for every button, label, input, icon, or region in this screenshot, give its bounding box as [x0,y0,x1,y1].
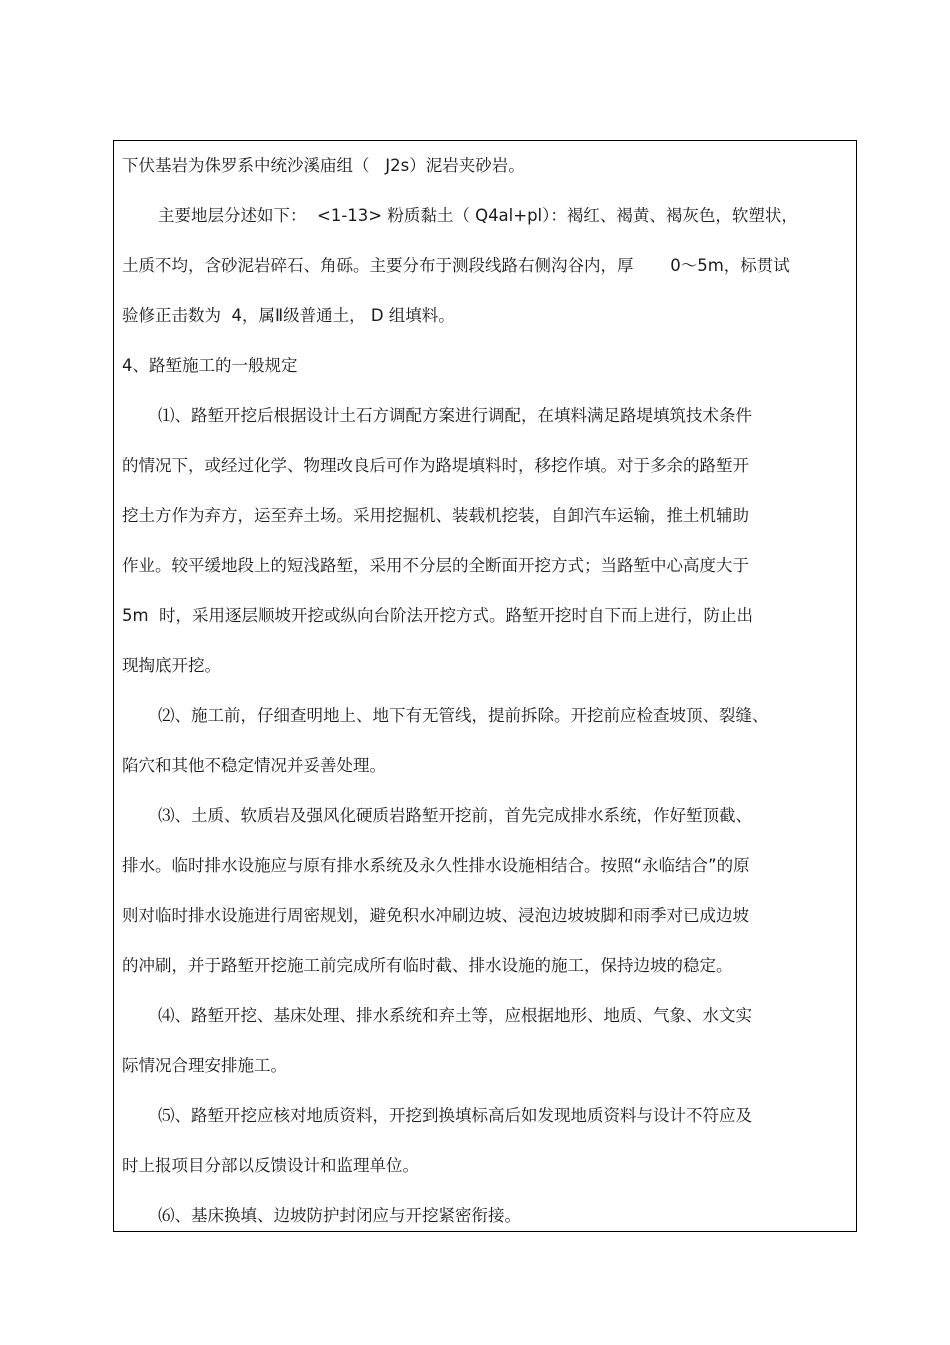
text-line: 作业。较平缓地段上的短浅路堑，采用不分层的全断面开挖方式；当路堑中心高度大于 [122,556,749,575]
text-line: 主要地层分述如下： <1-13> 粉质黏土（ Q4al+pl）：褐红、褐黄、褐灰色，软塑状， [158,206,798,225]
text-line: ⑹、基床换填、边坡防护封闭应与开挖紧密衔接。 [158,1206,521,1225]
text-line: 现掏底开挖。 [122,656,221,675]
text-line: ⑴、路堑开挖后根据设计土石方调配方案进行调配，在填料满足路堤填筑技术条件 [158,406,752,425]
text-line: 则对临时排水设施进行周密规划，避免积水冲刷边坡、浸泡边坡坡脚和雨季对已成边坡 [122,906,749,925]
text-line: 时上报项目分部以反馈设计和监理单位。 [122,1156,419,1175]
text-line: 的情况下，或经过化学、物理改良后可作为路堤填料时，移挖作填。对于多余的路堑开 [122,456,749,475]
text-line: 5m 时，采用逐层顺坡开挖或纵向台阶法开挖方式。路堑开挖时自下而上进行，防止出 [122,606,754,625]
text-line: 的冲刷，并于路堑开挖施工前完成所有临时截、排水设施的施工，保持边坡的稳定。 [122,956,733,975]
text-line: 排水。临时排水设施应与原有排水系统及永久性排水设施相结合。按照“永临结合”的原 [122,856,750,875]
text-line: ⑸、路堑开挖应核对地质资料，开挖到换填标高后如发现地质资料与设计不符应及 [158,1106,752,1125]
text-line: 陷穴和其他不稳定情况并妥善处理。 [122,756,386,775]
section-heading: 4、路堑施工的一般规定 [122,356,298,375]
text-line: 土质不均，含砂泥岩碎石、角砾。主要分布于测段线路右侧沟谷内，厚 0～5m，标贯试 [122,256,790,275]
text-line: 挖土方作为弃方，运至弃土场。采用挖掘机、装载机挖装，自卸汽车运输，推土机辅助 [122,506,749,525]
text-line: 验修正击数为 4，属Ⅱ级普通土， D 组填料。 [122,306,455,325]
text-line: 际情况合理安排施工。 [122,1056,287,1075]
text-line: ⑵、施工前，仔细查明地上、地下有无管线，提前拆除。开挖前应检查坡顶、裂缝、 [158,706,769,725]
text-line: ⑷、路堑开挖、基床处理、排水系统和弃土等，应根据地形、地质、气象、水文实 [158,1006,752,1025]
text-line: 下伏基岩为侏罗系中统沙溪庙组（ J2s）泥岩夹砂岩。 [122,156,525,175]
text-line: ⑶、土质、软质岩及强风化硬质岩路堑开挖前，首先完成排水系统，作好堑顶截、 [158,806,752,825]
